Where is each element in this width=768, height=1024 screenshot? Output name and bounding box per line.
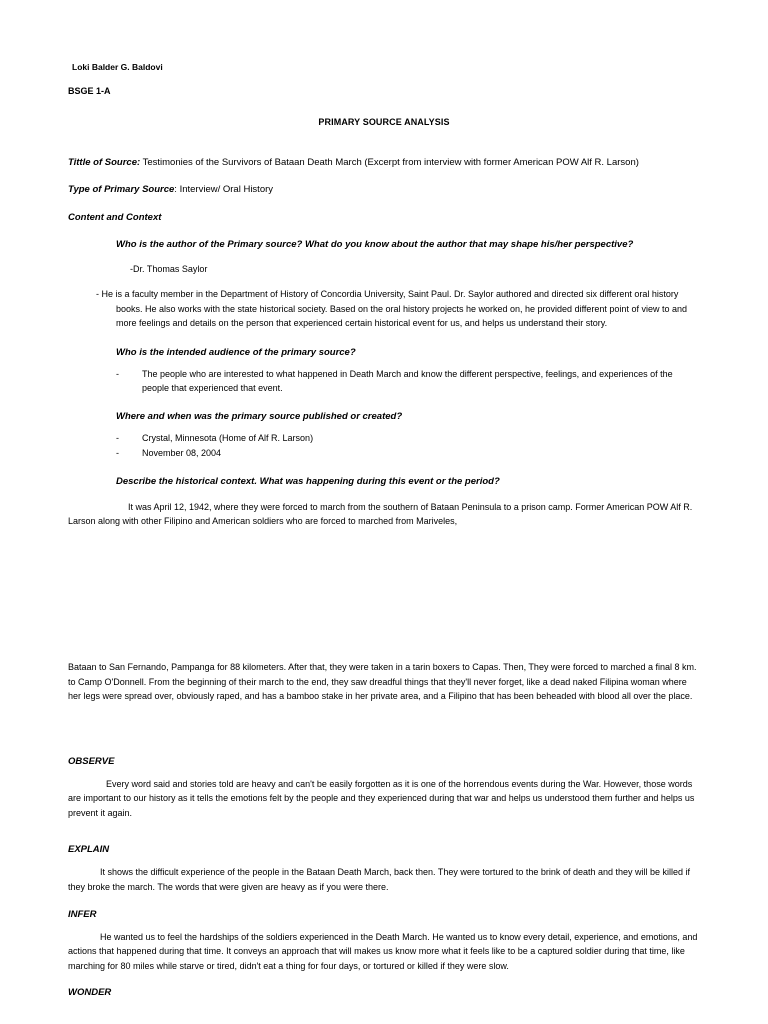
list-item-label: Crystal, Minnesota (Home of Alf R. Larson) xyxy=(142,433,314,444)
spacer xyxy=(68,895,700,909)
source-title-row xyxy=(68,157,700,170)
dash-icon: - xyxy=(116,433,119,444)
list-item-label: November 08, 2004 xyxy=(142,447,222,458)
source-type-row xyxy=(68,184,700,197)
page-title: PRIMARY SOURCE ANALYSIS xyxy=(318,116,450,127)
list-item xyxy=(116,368,700,395)
source-type-value: : Interview/ Oral History xyxy=(174,183,274,195)
spacer xyxy=(68,973,700,987)
answer-where-when-list xyxy=(116,432,700,460)
list-item xyxy=(116,447,700,461)
answer-author-name: -Dr. Thomas Saylor xyxy=(130,263,208,274)
question-audience: Who is the intended audience of the primary source? xyxy=(116,346,356,358)
section-observe: OBSERVE xyxy=(68,755,115,767)
section-infer: INFER xyxy=(68,908,97,920)
spacer xyxy=(68,704,700,756)
source-type-label: Type of Primary Source xyxy=(68,183,175,195)
section-explain: EXPLAIN xyxy=(68,844,110,856)
answer-context-part1: It was April 12, 1942, where they were forced to march from the southern of Bataan Peninsula to a prison camp. Former American POW Alf R. Larson along with other Filipino and American soldiers who are forced to marched from Mariveles, xyxy=(68,501,693,527)
infer-text: He wanted us to feel the hardships of the soldiers experienced in the Death March. He wanted us to know every detail, experience, and emotions, and actions that happened during that time. It conveys an approach that will makes us know more what it feels like to be a captured soldier during that time, like marching for 80 miles while starve or tired, didn't eat a thing for four days, or tortured or killed if they were slow. xyxy=(68,931,698,971)
answer-context-part2: Bataan to San Fernando, Pampanga for 88 kilometers. After that, they were taken in a tarin boxers to Capas. Then, They were forced to marched a final 8 km. to Camp O'Donnell. From the beginning of their march to the end, they saw dreadful things that they'll never forget, like a dead naked Filipina woman where her legs were spread over, obviously raped, and has a bamboo stake in her private area, and a Filipino that has been beheaded with blood all over the place. xyxy=(68,661,697,702)
dash-icon: - xyxy=(116,369,119,380)
student-name: Loki Balder G. Baldovi xyxy=(72,62,163,72)
source-title-label: Tittle of Source: xyxy=(68,156,141,168)
spacer xyxy=(68,820,700,844)
answer-audience-list xyxy=(116,368,700,395)
page-break-gap xyxy=(68,529,700,649)
answer-author-detail: - He is a faculty member in the Department of History of Concordia University, Saint Paul. Dr. Saylor authored and directed six different oral history books. He also works with the state historical society. Based on the oral history projects he worked on, he provided different point of view to and more feelings and details on the person that experienced certain historical event for us, and helps us understand their story. xyxy=(96,289,687,329)
explain-text: It shows the difficult experience of the people in the Bataan Death March, back then. They were tortured to the brink of death and they will be killed if they broke the march. The words that were given are heavy as if you were there. xyxy=(68,867,691,892)
question-where-when: Where and when was the primary source published or created? xyxy=(116,411,403,423)
source-title-value: Testimonies of the Survivors of Bataan Death March (Excerpt from interview with former American POW Alf R. Larson) xyxy=(140,156,639,168)
list-item xyxy=(116,432,700,446)
section-wonder: WONDER xyxy=(68,987,112,999)
section-content-and-context: Content and Context xyxy=(68,211,162,223)
question-author: Who is the author of the Primary source? What do you know about the author that may shape his/her perspective? xyxy=(116,238,634,250)
observe-text: Every word said and stories told are heavy and can't be easily forgotten as it is one of the horrendous events during the War. However, those words are important to our history as it tells the emotions felt by the people and they experienced during that war and helps us understood them further and helps us prevent it again. xyxy=(68,778,695,818)
dash-icon: - xyxy=(116,447,119,458)
student-class: BSGE 1-A xyxy=(68,86,111,97)
list-item-label: The people who are interested to what happened in Death March and know the different perspective, feelings, and experiences of the people that experienced that event. xyxy=(142,369,673,393)
question-historical-context: Describe the historical context. What was happening during this event or the period? xyxy=(116,476,500,488)
